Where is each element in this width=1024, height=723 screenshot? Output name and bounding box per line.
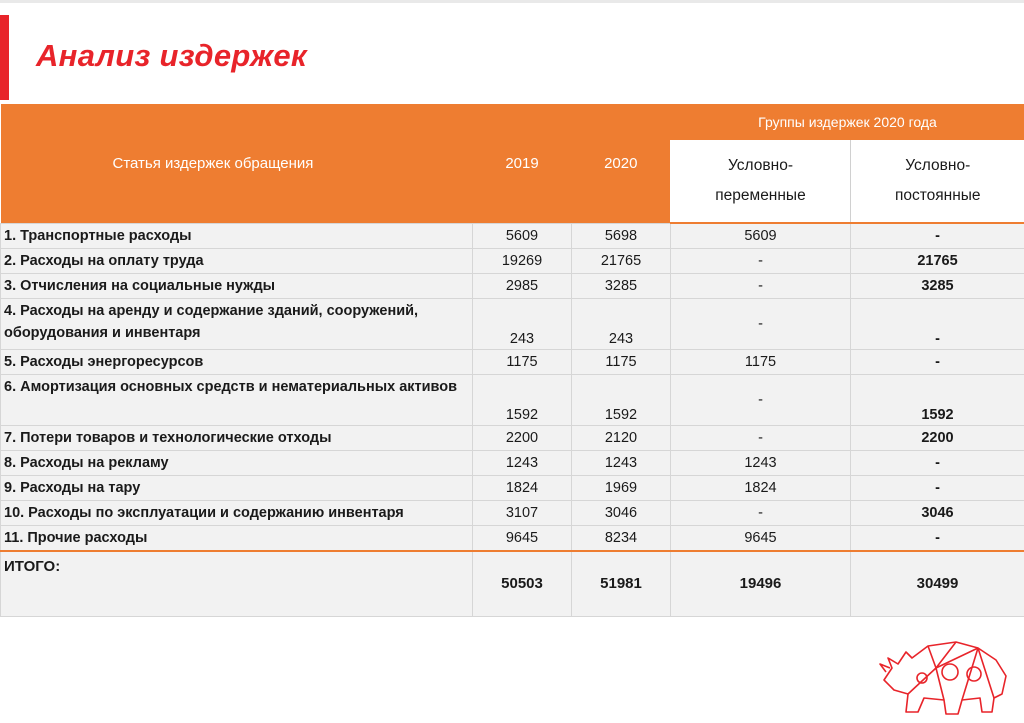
row-fixed: - bbox=[851, 298, 1024, 349]
table-row bbox=[1, 273, 1024, 298]
table-row bbox=[1, 425, 1024, 450]
title-accent-bar bbox=[0, 15, 9, 100]
row-name: 11. Прочие расходы bbox=[1, 525, 473, 551]
table-row bbox=[1, 525, 1024, 551]
row-variable: - bbox=[671, 425, 851, 450]
row-name: 10. Расходы по эксплуатации и содержанию инвентаря bbox=[1, 500, 473, 525]
row-variable: - bbox=[671, 248, 851, 273]
row-variable: 5609 bbox=[671, 223, 851, 248]
row-2020: 1969 bbox=[572, 475, 671, 500]
row-name: 6. Амортизация основных средств и нематериальных активов bbox=[1, 374, 473, 425]
row-variable: 1243 bbox=[671, 450, 851, 475]
table-row bbox=[1, 349, 1024, 374]
total-2019: 50503 bbox=[473, 551, 572, 617]
table-row bbox=[1, 450, 1024, 475]
table-row bbox=[1, 223, 1024, 248]
cost-analysis-table bbox=[0, 104, 1024, 617]
row-2020: 21765 bbox=[572, 248, 671, 273]
row-2019: 1824 bbox=[473, 475, 572, 500]
row-fixed: 2200 bbox=[851, 425, 1024, 450]
row-2019: 1175 bbox=[473, 349, 572, 374]
row-2019: 9645 bbox=[473, 525, 572, 551]
total-row bbox=[1, 551, 1024, 617]
row-name: 3. Отчисления на социальные нужды bbox=[1, 273, 473, 298]
row-variable: - bbox=[671, 273, 851, 298]
row-fixed: 1592 bbox=[851, 374, 1024, 425]
row-fixed: - bbox=[851, 223, 1024, 248]
top-border-line bbox=[0, 0, 1024, 3]
row-name: 1. Транспортные расходы bbox=[1, 223, 473, 248]
table-row bbox=[1, 475, 1024, 500]
row-fixed: 21765 bbox=[851, 248, 1024, 273]
row-2019: 3107 bbox=[473, 500, 572, 525]
row-2020: 243 bbox=[572, 298, 671, 349]
row-fixed: - bbox=[851, 475, 1024, 500]
header-article: Статья издержек обращения bbox=[1, 104, 473, 223]
row-fixed: 3046 bbox=[851, 500, 1024, 525]
table-header-row bbox=[1, 104, 1024, 140]
rhino-icon bbox=[878, 628, 1018, 718]
row-variable: 1175 bbox=[671, 349, 851, 374]
row-2020: 1175 bbox=[572, 349, 671, 374]
table-row bbox=[1, 500, 1024, 525]
header-2020: 2020 bbox=[572, 104, 671, 223]
total-2020: 51981 bbox=[572, 551, 671, 617]
row-2019: 5609 bbox=[473, 223, 572, 248]
row-name: 5. Расходы энергоресурсов bbox=[1, 349, 473, 374]
total-fixed: 30499 bbox=[851, 551, 1024, 617]
row-2020: 3046 bbox=[572, 500, 671, 525]
row-name: 4. Расходы на аренду и содержание зданий, сооружений, оборудования и инвентаря bbox=[1, 298, 473, 349]
page-title: Анализ издержек bbox=[36, 38, 307, 73]
row-2020: 2120 bbox=[572, 425, 671, 450]
row-fixed: 3285 bbox=[851, 273, 1024, 298]
table-row bbox=[1, 298, 1024, 349]
row-2019: 2985 bbox=[473, 273, 572, 298]
row-2019: 19269 bbox=[473, 248, 572, 273]
row-name: 7. Потери товаров и технологические отходы bbox=[1, 425, 473, 450]
header-variable-label: Условно- переменные bbox=[715, 157, 806, 204]
row-variable: - bbox=[671, 500, 851, 525]
row-fixed: - bbox=[851, 450, 1024, 475]
row-2020: 3285 bbox=[572, 273, 671, 298]
row-name: 8. Расходы на рекламу bbox=[1, 450, 473, 475]
row-2020: 5698 bbox=[572, 223, 671, 248]
header-cost-groups: Группы издержек 2020 года bbox=[671, 104, 1024, 140]
row-name: 2. Расходы на оплату труда bbox=[1, 248, 473, 273]
table-row bbox=[1, 374, 1024, 425]
row-2020: 1243 bbox=[572, 450, 671, 475]
header-2019: 2019 bbox=[473, 104, 572, 223]
row-2020: 8234 bbox=[572, 525, 671, 551]
row-2019: 2200 bbox=[473, 425, 572, 450]
total-variable: 19496 bbox=[671, 551, 851, 617]
row-variable: - bbox=[671, 298, 851, 349]
row-2019: 1243 bbox=[473, 450, 572, 475]
header-variable bbox=[671, 140, 851, 223]
row-name: 9. Расходы на тару bbox=[1, 475, 473, 500]
row-variable: 1824 bbox=[671, 475, 851, 500]
row-fixed: - bbox=[851, 349, 1024, 374]
header-fixed bbox=[851, 140, 1024, 223]
row-2019: 243 bbox=[473, 298, 572, 349]
row-variable: 9645 bbox=[671, 525, 851, 551]
header-fixed-label: Условно- постоянные bbox=[894, 157, 981, 204]
row-2020: 1592 bbox=[572, 374, 671, 425]
row-2019: 1592 bbox=[473, 374, 572, 425]
table-row bbox=[1, 248, 1024, 273]
total-label: ИТОГО: bbox=[1, 551, 473, 617]
row-fixed: - bbox=[851, 525, 1024, 551]
row-variable: - bbox=[671, 374, 851, 425]
